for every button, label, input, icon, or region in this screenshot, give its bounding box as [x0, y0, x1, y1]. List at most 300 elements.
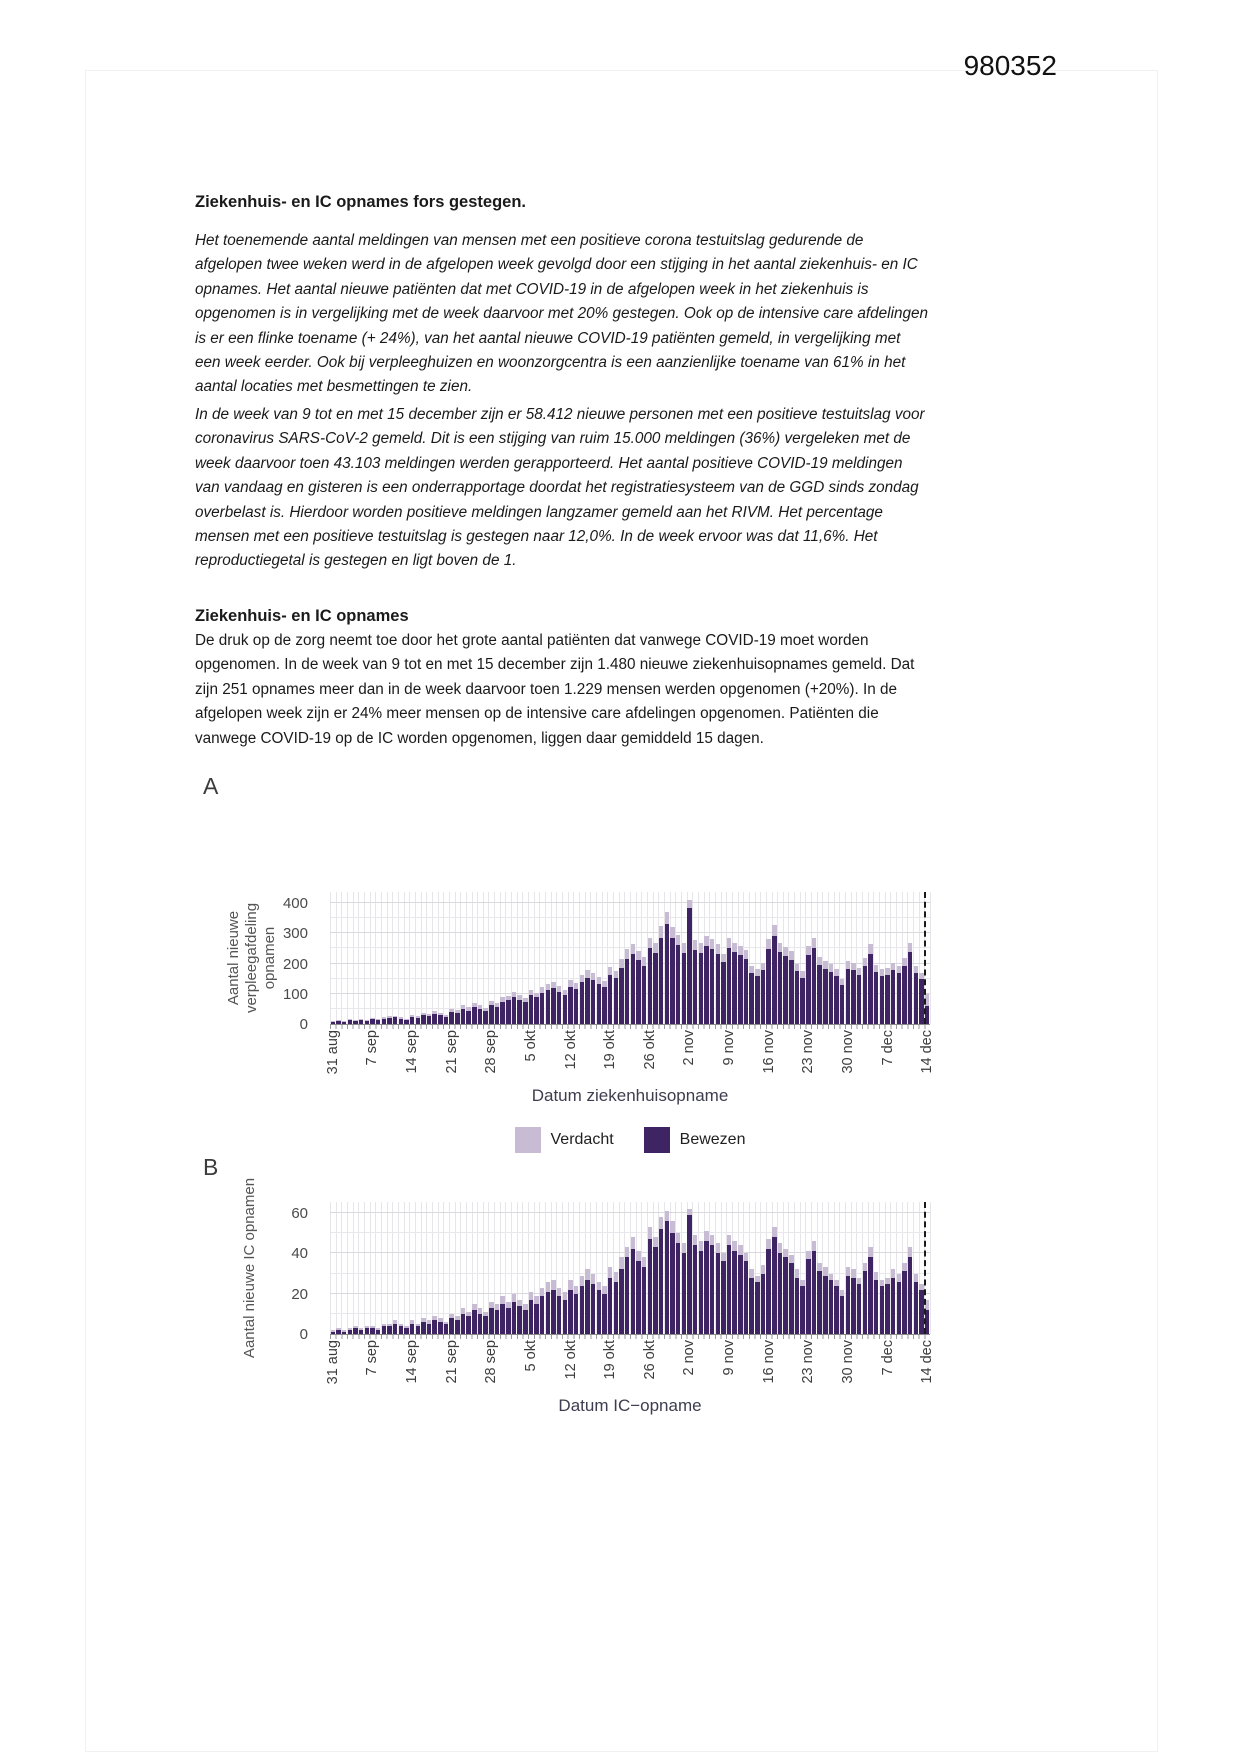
- bar-bewezen: [716, 1253, 720, 1334]
- bar-bewezen: [665, 924, 669, 1024]
- bar-verdacht: [812, 1241, 816, 1251]
- bar-bewezen: [795, 1278, 799, 1334]
- bar-verdacht: [365, 1326, 369, 1328]
- bar-bewezen: [376, 1020, 380, 1024]
- bar-bewezen: [778, 1253, 782, 1334]
- bar-bewezen: [648, 948, 652, 1024]
- bar-bewezen: [444, 1324, 448, 1334]
- bar-verdacht: [636, 951, 640, 960]
- bar-bewezen: [902, 1271, 906, 1334]
- bar-verdacht: [489, 1001, 493, 1006]
- bar-bewezen: [789, 960, 793, 1024]
- bar-verdacht: [648, 938, 652, 949]
- gridline-vertical: [398, 1202, 399, 1334]
- bar-verdacht: [568, 980, 572, 986]
- gridline-vertical: [353, 892, 354, 1024]
- chart-legend: [330, 1124, 930, 1156]
- paragraph-admissions: De druk op de zorg neemt toe door het grote aantal patiënten dat vanwege COVID-19 moet worden opgenomen. In de week van 9 tot en met 15 december zijn 1.480 nieuwe ziekenhuisopnames gemeld. Dat zijn 251 opnames meer dan in de week daarvoor toen 1.229 mensen werden opgenomen (+20%). In de afgelopen week zijn er 24% meer mensen op de intensive care afdelingen opgenomen. Patiënten die vanwege COVID-19 op de IC worden opgenomen, liggen daar gemiddeld 15 dagen.: [195, 632, 915, 747]
- legend-item-verdacht: [515, 1127, 614, 1153]
- bar-verdacht: [806, 946, 810, 955]
- bar-bewezen: [619, 968, 623, 1024]
- x-tick-label: 26 okt: [641, 1030, 658, 1070]
- x-tick-label: 5 okt: [522, 1340, 539, 1372]
- bar-bewezen: [523, 1002, 527, 1024]
- gridline-vertical: [353, 1202, 354, 1334]
- gridline-vertical: [387, 892, 388, 1024]
- bar-verdacht: [891, 1269, 895, 1277]
- gridline-horizontal: [330, 902, 930, 903]
- bar-bewezen: [727, 948, 731, 1024]
- gridline-vertical: [381, 892, 382, 1024]
- bar-verdacht: [534, 1296, 538, 1304]
- x-tick-label: 5 okt: [522, 1030, 539, 1062]
- x-tick-label: 31 aug: [324, 1340, 341, 1385]
- bar-verdacht: [880, 1280, 884, 1286]
- bar-verdacht: [857, 1278, 861, 1284]
- bar-bewezen: [376, 1330, 380, 1334]
- y-axis-ticks-a: [262, 892, 314, 1033]
- bar-bewezen: [902, 966, 906, 1024]
- bar-bewezen: [353, 1021, 357, 1024]
- bar-bewezen: [682, 1253, 686, 1334]
- gridline-vertical: [426, 1202, 427, 1334]
- gridline-vertical: [438, 892, 439, 1024]
- x-tick-label: 7 dec: [879, 1340, 896, 1376]
- x-tick-label: 14 sep: [404, 1030, 421, 1074]
- y-tick-label: 60: [291, 1205, 308, 1222]
- bar-verdacht: [846, 961, 850, 969]
- bar-verdacht: [546, 1282, 550, 1292]
- gridline-vertical: [358, 1202, 359, 1334]
- bar-bewezen: [597, 984, 601, 1024]
- bar-verdacht: [432, 1316, 436, 1320]
- bar-bewezen: [438, 1322, 442, 1334]
- y-tick-label: 20: [291, 1285, 308, 1303]
- bar-verdacht: [642, 1257, 646, 1267]
- bar-bewezen: [336, 1021, 340, 1024]
- bar-verdacht: [597, 977, 601, 984]
- gridline-vertical: [364, 892, 365, 1024]
- gridline-vertical: [341, 892, 342, 1024]
- bar-verdacht: [817, 1263, 821, 1271]
- bar-verdacht: [359, 1019, 363, 1020]
- paragraph-weekly-figures: In de week van 9 tot en met 15 december zijn er 58.412 nieuwe personen met een positieve testuitslag voor coronavirus SARS-CoV-2 gemeld. Dit is een stijging van ruim 15.000 meldingen (36%) vergeleken met de week daarvoor toen 43.103 meldingen werden gerapporteerd. Het aantal positieve COVID-19 meldingen van vandaag en gisteren is een onderrapportage doordat het registratiesysteem van de GGD sinds zondag overbelast is. Hierdoor worden positieve meldingen langzamer gemeld aan het RIVM. Het percentage mensen met een positieve testuitslag is gestegen naar 12,0%. In de week ervoor was dat 11,6%. Het reproductiegetal is gestegen en ligt boven de 1.: [195, 406, 925, 570]
- x-tick-label: 28 sep: [483, 1030, 500, 1074]
- bar-bewezen: [885, 975, 889, 1024]
- x-axis-ticks-a: [324, 1030, 936, 1094]
- bar-verdacht: [438, 1013, 442, 1015]
- gridline-vertical: [392, 1202, 393, 1334]
- x-tick-label: 9 nov: [721, 1030, 738, 1066]
- bar-verdacht: [676, 935, 680, 945]
- gridline-vertical: [404, 1202, 405, 1334]
- bar-bewezen: [370, 1328, 374, 1334]
- bar-bewezen: [665, 1221, 669, 1334]
- bar-verdacht: [806, 1251, 810, 1259]
- bar-bewezen: [382, 1019, 386, 1024]
- bar-bewezen: [597, 1290, 601, 1334]
- bar-bewezen: [812, 1251, 816, 1334]
- gridline-vertical: [409, 892, 410, 1024]
- bar-verdacht: [376, 1019, 380, 1020]
- dashed-reference-line: [924, 892, 926, 1024]
- bar-verdacht: [732, 1241, 736, 1251]
- panel-label-b: B: [203, 1154, 219, 1180]
- bar-bewezen: [908, 952, 912, 1024]
- bar-verdacht: [608, 1267, 612, 1277]
- bar-verdacht: [580, 1276, 584, 1286]
- bar-bewezen: [772, 936, 776, 1024]
- bar-verdacht: [495, 1304, 499, 1310]
- x-tick-label: 23 nov: [800, 1340, 817, 1384]
- bar-bewezen: [914, 973, 918, 1024]
- bar-bewezen: [874, 972, 878, 1024]
- bar-verdacht: [710, 939, 714, 949]
- bar-verdacht: [432, 1011, 436, 1014]
- y-axis-title-b: [241, 1148, 259, 1388]
- bar-verdacht: [648, 1227, 652, 1239]
- bar-bewezen: [919, 979, 923, 1024]
- bar-bewezen: [829, 972, 833, 1024]
- bar-verdacht: [393, 1016, 397, 1018]
- bar-bewezen: [365, 1328, 369, 1334]
- bar-verdacht: [461, 1005, 465, 1009]
- gridline-vertical: [330, 892, 331, 1024]
- bar-verdacht: [336, 1020, 340, 1021]
- bar-bewezen: [834, 976, 838, 1024]
- bar-bewezen: [800, 1286, 804, 1334]
- gridline-vertical: [415, 1202, 416, 1334]
- bar-bewezen: [432, 1014, 436, 1024]
- section-heading-admissions: Ziekenhuis- en IC opnames: [195, 607, 409, 625]
- bar-verdacht: [716, 1243, 720, 1253]
- bar-verdacht: [670, 1221, 674, 1233]
- bar-verdacht: [829, 964, 833, 972]
- legend-item-bewezen: [644, 1127, 746, 1153]
- bar-verdacht: [665, 1211, 669, 1221]
- bar-bewezen: [348, 1020, 352, 1024]
- bar-bewezen: [478, 1009, 482, 1024]
- bar-verdacht: [682, 1243, 686, 1253]
- x-axis-tick-marks-a: [330, 1025, 930, 1029]
- bar-verdacht: [834, 969, 838, 976]
- bar-bewezen: [693, 950, 697, 1024]
- x-tick-label: 21 sep: [443, 1030, 460, 1074]
- gridline-vertical: [930, 892, 931, 1024]
- bar-verdacht: [512, 1294, 516, 1302]
- bar-bewezen: [721, 1261, 725, 1334]
- gridline-vertical: [347, 1202, 348, 1334]
- bar-verdacht: [699, 943, 703, 953]
- bar-bewezen: [495, 1310, 499, 1334]
- bar-bewezen: [868, 954, 872, 1024]
- bar-verdacht: [846, 1267, 850, 1275]
- bar-verdacht: [817, 957, 821, 965]
- bar-verdacht: [506, 996, 510, 1001]
- bar-bewezen: [382, 1326, 386, 1334]
- bar-bewezen: [444, 1017, 448, 1024]
- bar-verdacht: [342, 1330, 346, 1332]
- bar-verdacht: [738, 1245, 742, 1255]
- bar-verdacht: [665, 912, 669, 924]
- bar-bewezen: [574, 1294, 578, 1334]
- bar-bewezen: [580, 1286, 584, 1334]
- x-tick-label: 19 okt: [602, 1030, 619, 1070]
- bar-bewezen: [868, 1257, 872, 1334]
- bar-verdacht: [393, 1320, 397, 1324]
- y-tick-label: 100: [282, 985, 308, 1003]
- bar-verdacht: [619, 959, 623, 968]
- bar-verdacht: [897, 1274, 901, 1282]
- bar-verdacht: [574, 1286, 578, 1294]
- bar-verdacht: [772, 1227, 776, 1237]
- bar-bewezen: [427, 1324, 431, 1334]
- gridline-horizontal: [330, 1232, 930, 1233]
- bar-verdacht: [551, 1280, 555, 1290]
- bar-bewezen: [846, 969, 850, 1024]
- bar-verdacht: [455, 1316, 459, 1320]
- x-tick-label: 28 sep: [483, 1340, 500, 1384]
- bar-verdacht: [857, 968, 861, 975]
- bar-verdacht: [500, 1296, 504, 1304]
- gridline-vertical: [443, 1202, 444, 1334]
- gridline-vertical: [455, 892, 456, 1024]
- bar-bewezen: [693, 1245, 697, 1334]
- bar-bewezen: [393, 1017, 397, 1024]
- gridline-vertical: [347, 892, 348, 1024]
- bar-verdacht: [427, 1320, 431, 1324]
- x-axis-tick-marks-b: [330, 1335, 930, 1339]
- gridline-vertical: [930, 1202, 931, 1334]
- bar-verdacht: [863, 1263, 867, 1271]
- bar-bewezen: [591, 1284, 595, 1334]
- bar-bewezen: [699, 1251, 703, 1334]
- bar-verdacht: [653, 943, 657, 953]
- bar-verdacht: [483, 1312, 487, 1316]
- bar-bewezen: [653, 1247, 657, 1334]
- document-number: 980352: [963, 50, 1057, 81]
- gridline-vertical: [341, 1202, 342, 1334]
- gridline-vertical: [421, 1202, 422, 1334]
- bar-verdacht: [800, 1280, 804, 1286]
- bar-bewezen: [721, 962, 725, 1024]
- bar-bewezen: [529, 995, 533, 1024]
- bar-bewezen: [472, 1310, 476, 1334]
- bar-bewezen: [699, 953, 703, 1024]
- bar-verdacht: [557, 986, 561, 992]
- bar-verdacht: [472, 1003, 476, 1007]
- bar-bewezen: [387, 1326, 391, 1334]
- bar-bewezen: [631, 954, 635, 1024]
- bar-bewezen: [857, 1284, 861, 1334]
- bar-verdacht: [568, 1280, 572, 1290]
- x-tick-label: 26 okt: [641, 1340, 658, 1380]
- bar-verdacht: [653, 1237, 657, 1247]
- bar-verdacht: [891, 963, 895, 971]
- bar-bewezen: [421, 1322, 425, 1334]
- bar-bewezen: [829, 1280, 833, 1334]
- bar-verdacht: [614, 1272, 618, 1282]
- bar-bewezen: [483, 1316, 487, 1334]
- y-axis-title-line: verpleegafdeling: [243, 902, 260, 1014]
- plot-area-b: [330, 1202, 930, 1335]
- bar-verdacht: [800, 971, 804, 978]
- bar-bewezen: [500, 1304, 504, 1334]
- bar-bewezen: [489, 1005, 493, 1024]
- bar-verdacht: [523, 998, 527, 1002]
- x-tick-label: 14 dec: [919, 1030, 936, 1074]
- bar-bewezen: [387, 1018, 391, 1024]
- bar-bewezen: [348, 1330, 352, 1334]
- bar-bewezen: [546, 990, 550, 1024]
- bar-bewezen: [331, 1022, 335, 1024]
- bar-bewezen: [812, 948, 816, 1024]
- bar-verdacht: [410, 1320, 414, 1324]
- x-tick-label: 12 okt: [562, 1340, 579, 1380]
- bar-verdacht: [382, 1017, 386, 1019]
- x-tick-label: 7 sep: [364, 1340, 381, 1376]
- x-tick-label: 30 nov: [839, 1030, 856, 1074]
- bar-verdacht: [478, 1005, 482, 1009]
- bar-verdacht: [370, 1326, 374, 1328]
- bar-bewezen: [529, 1300, 533, 1334]
- bar-bewezen: [416, 1018, 420, 1024]
- bar-bewezen: [676, 945, 680, 1024]
- bar-verdacht: [387, 1016, 391, 1018]
- bar-bewezen: [857, 975, 861, 1024]
- bar-bewezen: [863, 966, 867, 1024]
- x-axis-title-a: Datum ziekenhuisopname: [531, 1086, 729, 1105]
- legend-swatch-bewezen: [644, 1127, 670, 1153]
- bar-bewezen: [455, 1013, 459, 1024]
- bar-bewezen: [789, 1263, 793, 1334]
- bar-bewezen: [806, 955, 810, 1024]
- bar-bewezen: [783, 1257, 787, 1334]
- bar-verdacht: [789, 1255, 793, 1263]
- dashed-reference-line: [924, 1202, 926, 1334]
- bar-bewezen: [342, 1022, 346, 1024]
- bar-bewezen: [636, 960, 640, 1024]
- bar-bewezen: [704, 1241, 708, 1334]
- bar-verdacht: [602, 981, 606, 987]
- bar-bewezen: [687, 908, 691, 1024]
- legend-label-bewezen: Bewezen: [679, 1131, 746, 1148]
- bar-verdacht: [693, 940, 697, 950]
- bar-bewezen: [755, 976, 759, 1024]
- bar-verdacht: [597, 1282, 601, 1290]
- bar-bewezen: [676, 1243, 680, 1334]
- bar-verdacht: [382, 1324, 386, 1326]
- bar-verdacht: [710, 1235, 714, 1245]
- bar-bewezen: [874, 1280, 878, 1334]
- bar-verdacht: [585, 1269, 589, 1279]
- bar-verdacht: [914, 966, 918, 973]
- bar-verdacht: [563, 1292, 567, 1300]
- bar-verdacht: [399, 1324, 403, 1326]
- x-axis-ticks-b: [324, 1340, 936, 1404]
- bar-bewezen: [410, 1017, 414, 1024]
- bar-verdacht: [795, 964, 799, 972]
- gridline-vertical: [449, 892, 450, 1024]
- bar-verdacht: [399, 1017, 403, 1019]
- bar-verdacht: [716, 944, 720, 953]
- x-tick-label: 30 nov: [839, 1340, 856, 1384]
- bar-verdacht: [376, 1328, 380, 1330]
- bar-verdacht: [755, 969, 759, 976]
- y-tick-label: 400: [282, 895, 308, 912]
- bar-verdacht: [348, 1328, 352, 1330]
- bar-bewezen: [880, 976, 884, 1024]
- bar-bewezen: [393, 1324, 397, 1334]
- bar-bewezen: [466, 1316, 470, 1334]
- bar-verdacht: [840, 979, 844, 985]
- y-tick-label: 0: [299, 1326, 308, 1343]
- bar-verdacht: [580, 975, 584, 982]
- bar-verdacht: [840, 1290, 844, 1296]
- bar-verdacht: [387, 1324, 391, 1326]
- bar-bewezen: [840, 985, 844, 1024]
- bar-verdacht: [591, 1274, 595, 1284]
- bar-bewezen: [710, 949, 714, 1024]
- bar-bewezen: [517, 1306, 521, 1334]
- bar-bewezen: [766, 949, 770, 1024]
- x-tick-label: 31 aug: [324, 1030, 341, 1075]
- bar-verdacht: [331, 1021, 335, 1022]
- bar-bewezen: [863, 1271, 867, 1334]
- bar-verdacht: [902, 1263, 906, 1271]
- bar-bewezen: [625, 959, 629, 1024]
- gridline-vertical: [466, 892, 467, 1024]
- bar-verdacht: [670, 927, 674, 938]
- bar-bewezen: [404, 1020, 408, 1024]
- bar-bewezen: [455, 1320, 459, 1334]
- bar-bewezen: [370, 1019, 374, 1024]
- bar-verdacht: [517, 1300, 521, 1306]
- bar-verdacht: [812, 938, 816, 948]
- bar-verdacht: [687, 1209, 691, 1215]
- bar-verdacht: [766, 939, 770, 949]
- bar-verdacht: [416, 1324, 420, 1326]
- bar-verdacht: [874, 965, 878, 972]
- bar-bewezen: [568, 1290, 572, 1334]
- bar-bewezen: [823, 969, 827, 1024]
- y-tick-label: 40: [291, 1245, 308, 1263]
- bar-verdacht: [342, 1021, 346, 1022]
- bar-bewezen: [534, 997, 538, 1024]
- bar-verdacht: [540, 1288, 544, 1296]
- bar-bewezen: [512, 997, 516, 1024]
- bar-verdacht: [336, 1328, 340, 1330]
- bar-verdacht: [919, 1284, 923, 1290]
- bar-verdacht: [721, 1253, 725, 1261]
- gridline-horizontal: [330, 917, 930, 918]
- bar-bewezen: [766, 1249, 770, 1334]
- gridline-horizontal: [330, 1212, 930, 1213]
- bar-verdacht: [885, 968, 889, 975]
- bar-bewezen: [580, 982, 584, 1024]
- bar-verdacht: [353, 1020, 357, 1021]
- bar-bewezen: [625, 1257, 629, 1334]
- bar-bewezen: [523, 1310, 527, 1334]
- legend-swatch-verdacht: [515, 1127, 541, 1153]
- bar-bewezen: [512, 1302, 516, 1334]
- bar-bewezen: [710, 1245, 714, 1334]
- bar-verdacht: [461, 1308, 465, 1314]
- bar-verdacht: [778, 1243, 782, 1253]
- y-axis-ticks-b: [262, 1202, 314, 1343]
- bar-verdacht: [489, 1302, 493, 1308]
- bar-verdacht: [483, 1008, 487, 1011]
